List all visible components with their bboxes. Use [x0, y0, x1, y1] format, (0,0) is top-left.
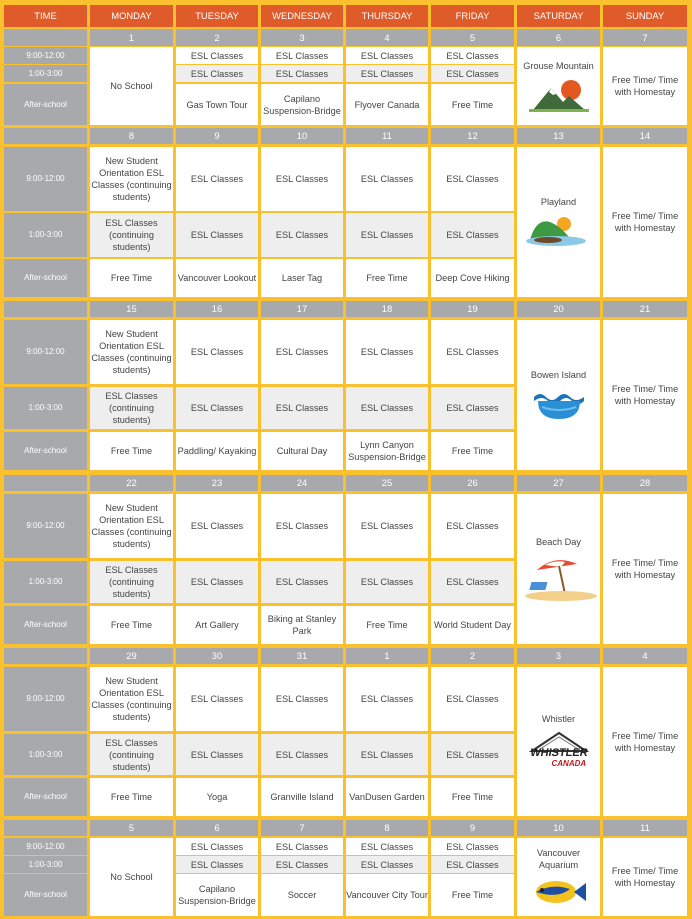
afternoon-class: ESL Classes — [261, 561, 343, 603]
afternoon-class: ESL Classes — [261, 65, 343, 82]
morning-class: ESL Classes — [261, 494, 343, 558]
date-label: 10 — [517, 820, 600, 836]
date-label: 3 — [517, 648, 600, 664]
time-afternoon: 1:00-3:00 — [4, 856, 87, 873]
beach-umbrella-icon — [521, 554, 597, 602]
date-row-spacer — [4, 128, 87, 144]
saturday-activity-label: Vancouver Aquarium — [536, 848, 581, 870]
time-morning: 9:00-12:00 — [4, 47, 87, 64]
date-label: 17 — [261, 301, 343, 317]
saturday-activity-label: Whistler — [541, 713, 576, 724]
date-label: 4 — [346, 29, 428, 46]
monday-after-school: Free Time — [90, 778, 173, 816]
time-after-school: After-school — [4, 778, 87, 816]
after-school-activity: Vancouver Lookout — [176, 259, 258, 297]
date-label: 3 — [261, 29, 343, 46]
morning-class: ESL Classes — [431, 147, 514, 211]
after-school-activity: Free Time — [346, 606, 428, 644]
after-school-activity: Laser Tag — [261, 259, 343, 297]
afternoon-class: ESL Classes — [346, 734, 428, 775]
date-label: 4 — [603, 648, 687, 664]
time-afternoon: 1:00-3:00 — [4, 213, 87, 257]
after-school-activity: Capilano Suspension-Bridge — [261, 84, 343, 125]
morning-class: ESL Classes — [261, 320, 343, 384]
date-label: 24 — [261, 475, 343, 491]
monday-morning: New Student Orientation ESL Classes (continuing students) — [90, 667, 173, 731]
morning-class: ESL Classes — [346, 320, 428, 384]
morning-class: ESL Classes — [431, 838, 514, 855]
time-afternoon: 1:00-3:00 — [4, 387, 87, 429]
morning-class: ESL Classes — [431, 320, 514, 384]
after-school-activity: Granville Island — [261, 778, 343, 816]
morning-class: ESL Classes — [261, 838, 343, 855]
after-school-activity: Free Time — [431, 84, 514, 125]
monday-afternoon: ESL Classes (continuing students) — [90, 561, 173, 603]
afternoon-class: ESL Classes — [431, 213, 514, 257]
sunday-activity: Free Time/ Time with Homestay — [603, 667, 687, 816]
time-after-school: After-school — [4, 606, 87, 644]
afternoon-class: ESL Classes — [261, 734, 343, 775]
saturday-activity — [517, 494, 600, 644]
date-label: 8 — [346, 820, 428, 836]
morning-class: ESL Classes — [261, 147, 343, 211]
after-school-activity: Flyover Canada — [346, 84, 428, 125]
monday-afternoon: ESL Classes (continuing students) — [90, 213, 173, 257]
sunday-activity: Free Time/ Time with Homestay — [603, 838, 687, 916]
date-label: 26 — [431, 475, 514, 491]
afternoon-class: ESL Classes — [176, 561, 258, 603]
monday-after-school: Free Time — [90, 259, 173, 297]
afternoon-class: ESL Classes — [176, 65, 258, 82]
afternoon-class: ESL Classes — [431, 561, 514, 603]
after-school-activity: Gas Town Tour — [176, 84, 258, 125]
sunday-activity: Free Time/ Time with Homestay — [603, 47, 687, 125]
afternoon-class: ESL Classes — [431, 387, 514, 429]
time-morning: 9:00-12:00 — [4, 147, 87, 211]
after-school-activity: Soccer — [261, 874, 343, 916]
monday-after-school: Free Time — [90, 606, 173, 644]
waves-icon — [532, 387, 586, 421]
header-tuesday: TUESDAY — [176, 5, 258, 27]
saturday-activity — [517, 320, 600, 470]
morning-class: ESL Classes — [431, 667, 514, 731]
date-label: 9 — [431, 820, 514, 836]
date-label: 19 — [431, 301, 514, 317]
after-school-activity: Capilano Suspension-Bridge — [176, 874, 258, 916]
header-sunday: SUNDAY — [603, 5, 687, 27]
afternoon-class: ESL Classes — [346, 387, 428, 429]
sunday-activity: Free Time/ Time with Homestay — [603, 320, 687, 470]
date-label: 14 — [603, 128, 687, 144]
monday-after-school: Free Time — [90, 432, 173, 470]
after-school-activity: Cultural Day — [261, 432, 343, 470]
afternoon-class: ESL Classes — [346, 856, 428, 873]
after-school-activity: Paddling/ Kayaking — [176, 432, 258, 470]
time-afternoon: 1:00-3:00 — [4, 734, 87, 775]
afternoon-class: ESL Classes — [176, 734, 258, 775]
date-label: 29 — [90, 648, 173, 664]
date-label: 7 — [603, 29, 687, 46]
date-label: 13 — [517, 128, 600, 144]
date-label: 10 — [261, 128, 343, 144]
time-morning: 9:00-12:00 — [4, 320, 87, 384]
date-label: 28 — [603, 475, 687, 491]
morning-class: ESL Classes — [261, 47, 343, 64]
date-row-spacer — [4, 29, 87, 46]
date-label: 20 — [517, 301, 600, 317]
fish-icon — [530, 877, 588, 907]
date-label: 7 — [261, 820, 343, 836]
after-school-activity: Art Gallery — [176, 606, 258, 644]
afternoon-class: ESL Classes — [176, 213, 258, 257]
after-school-activity: Free Time — [431, 778, 514, 816]
time-afternoon: 1:00-3:00 — [4, 561, 87, 603]
date-label: 1 — [346, 648, 428, 664]
monday-morning: New Student Orientation ESL Classes (continuing students) — [90, 320, 173, 384]
sunday-activity: Free Time/ Time with Homestay — [603, 147, 687, 297]
time-after-school: After-school — [4, 84, 87, 125]
date-label: 6 — [176, 820, 258, 836]
morning-class: ESL Classes — [176, 147, 258, 211]
morning-class: ESL Classes — [346, 147, 428, 211]
saturday-activity — [517, 838, 600, 916]
morning-class: ESL Classes — [261, 667, 343, 731]
morning-class: ESL Classes — [346, 838, 428, 855]
after-school-activity: Yoga — [176, 778, 258, 816]
date-label: 5 — [431, 29, 514, 46]
time-after-school: After-school — [4, 259, 87, 297]
date-label: 11 — [603, 820, 687, 836]
afternoon-class: ESL Classes — [431, 856, 514, 873]
afternoon-class: ESL Classes — [346, 561, 428, 603]
afternoon-class: ESL Classes — [431, 734, 514, 775]
whistler-logo-subtext: CANADA — [551, 758, 587, 768]
date-row-spacer — [4, 475, 87, 491]
mountain-icon — [529, 78, 589, 112]
after-school-activity: World Student Day — [431, 606, 514, 644]
saturday-activity — [517, 147, 600, 297]
date-label: 11 — [346, 128, 428, 144]
saturday-activity-label: Grouse Mountain — [523, 61, 594, 71]
afternoon-class: ESL Classes — [261, 387, 343, 429]
time-morning: 9:00-12:00 — [4, 667, 87, 731]
afternoon-class: ESL Classes — [346, 213, 428, 257]
date-label: 18 — [346, 301, 428, 317]
date-label: 2 — [431, 648, 514, 664]
afternoon-class: ESL Classes — [261, 213, 343, 257]
morning-class: ESL Classes — [346, 494, 428, 558]
time-after-school: After-school — [4, 874, 87, 916]
date-label: 21 — [603, 301, 687, 317]
date-label: 2 — [176, 29, 258, 46]
morning-class: ESL Classes — [431, 47, 514, 64]
morning-class: ESL Classes — [176, 494, 258, 558]
morning-class: ESL Classes — [176, 667, 258, 731]
after-school-activity: Free Time — [431, 874, 514, 916]
header-wednesday: WEDNESDAY — [261, 5, 343, 27]
date-label: 12 — [431, 128, 514, 144]
afternoon-class: ESL Classes — [346, 65, 428, 82]
afternoon-class: ESL Classes — [176, 856, 258, 873]
date-label: 1 — [90, 29, 173, 46]
saturday-activity-label: Playland — [540, 197, 577, 207]
after-school-activity: Free Time — [346, 259, 428, 297]
time-morning: 9:00-12:00 — [4, 838, 87, 855]
date-label: 15 — [90, 301, 173, 317]
whistler-logo-text: WHISTLER — [528, 746, 589, 759]
header-monday: MONDAY — [90, 5, 173, 27]
island-icon — [526, 214, 592, 248]
header-thursday: THURSDAY — [346, 5, 428, 27]
afternoon-class: ESL Classes — [176, 387, 258, 429]
header-saturday: SATURDAY — [517, 5, 600, 27]
whistler-logo-icon — [526, 731, 592, 771]
monday-no-school: No School — [90, 47, 173, 125]
monday-no-school: No School — [90, 838, 173, 916]
date-label: 31 — [261, 648, 343, 664]
afternoon-class: ESL Classes — [261, 856, 343, 873]
after-school-activity: Lynn Canyon Suspension-Bridge — [346, 432, 428, 470]
morning-class: ESL Classes — [176, 47, 258, 64]
monday-morning: New Student Orientation ESL Classes (continuing students) — [90, 494, 173, 558]
saturday-activity-label: Beach Day — [536, 537, 581, 547]
time-after-school: After-school — [4, 432, 87, 470]
date-label: 8 — [90, 128, 173, 144]
saturday-activity — [517, 667, 600, 816]
date-label: 16 — [176, 301, 258, 317]
after-school-activity: Biking at Stanley Park — [261, 606, 343, 644]
saturday-activity — [517, 47, 600, 125]
after-school-activity: Vancouver City Tour — [346, 874, 428, 916]
morning-class: ESL Classes — [346, 47, 428, 64]
date-label: 6 — [517, 29, 600, 46]
morning-class: ESL Classes — [346, 667, 428, 731]
after-school-activity: Deep Cove Hiking — [431, 259, 514, 297]
header-time: TIME — [4, 5, 87, 27]
date-row-spacer — [4, 648, 87, 664]
monday-afternoon: ESL Classes (continuing students) — [90, 387, 173, 429]
sunday-activity: Free Time/ Time with Homestay — [603, 494, 687, 644]
date-row-spacer — [4, 820, 87, 836]
morning-class: ESL Classes — [176, 320, 258, 384]
date-label: 22 — [90, 475, 173, 491]
after-school-activity: VanDusen Garden — [346, 778, 428, 816]
date-row-spacer — [4, 301, 87, 317]
saturday-activity-label: Bowen Island — [530, 370, 587, 380]
after-school-activity: Free Time — [431, 432, 514, 470]
header-friday: FRIDAY — [431, 5, 514, 27]
date-label: 23 — [176, 475, 258, 491]
date-label: 25 — [346, 475, 428, 491]
date-label: 9 — [176, 128, 258, 144]
time-afternoon: 1:00-3:00 — [4, 65, 87, 82]
morning-class: ESL Classes — [176, 838, 258, 855]
monday-afternoon: ESL Classes (continuing students) — [90, 734, 173, 775]
afternoon-class: ESL Classes — [431, 65, 514, 82]
date-label: 30 — [176, 648, 258, 664]
monday-morning: New Student Orientation ESL Classes (continuing students) — [90, 147, 173, 211]
date-label: 5 — [90, 820, 173, 836]
date-label: 27 — [517, 475, 600, 491]
morning-class: ESL Classes — [431, 494, 514, 558]
time-morning: 9:00-12:00 — [4, 494, 87, 558]
